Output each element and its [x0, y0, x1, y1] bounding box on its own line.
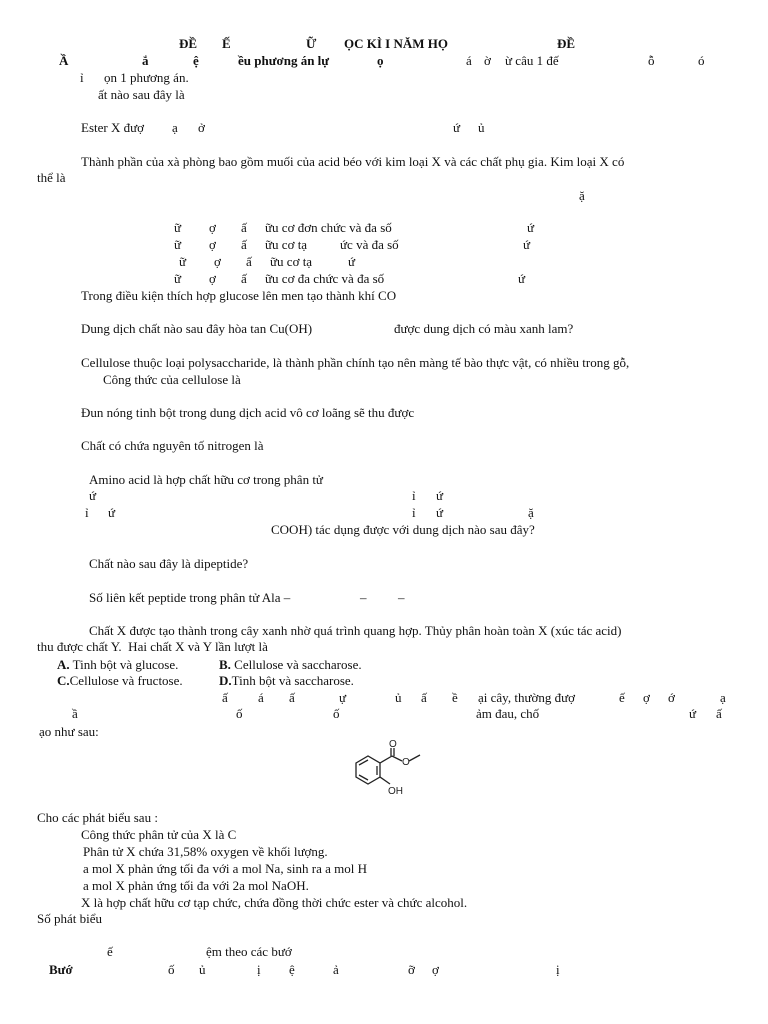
question-14-fragment: ạ [720, 690, 726, 705]
question-3-stem: thể là [37, 170, 66, 185]
question-14-fragment: ợ [643, 690, 650, 705]
instruction-fragment: ó [698, 53, 705, 68]
statement-3: a mol X phản ứng tối đa với a mol Na, sinh ra a mol H [83, 861, 367, 876]
question-4-option-fragment: ấ [241, 237, 247, 252]
question-14-fragment: ự [339, 690, 347, 705]
question-10-fragment: ứ [436, 505, 444, 520]
question-4-option-fragment: ợ [209, 271, 216, 286]
question-2-fragment: ở [198, 120, 205, 135]
question-15-fragment: ả [333, 962, 339, 977]
option-label: B. [219, 657, 231, 672]
instruction-fragment: Ầ [59, 53, 69, 68]
question-13-option-a [57, 657, 178, 672]
question-14-text: ại cây, thường đượ [478, 690, 576, 705]
question-4-option-text: ức và đa số [340, 237, 399, 252]
question-13-option-d [219, 673, 354, 688]
instruction-fragment: ọ [377, 53, 384, 68]
question-15-fragment: ỡ [408, 962, 415, 977]
question-11-stem: Chất nào sau đây là dipeptide? [89, 556, 249, 571]
question-3-fragment: ặ [579, 188, 585, 203]
question-10-fragment: ỉ [85, 505, 89, 520]
question-13-stem: thu được chất Y. Hai chất X và Y lần lượt là [37, 639, 268, 654]
question-9-stem: Chất có chứa nguyên tố nitrogen là [81, 438, 264, 453]
question-14-fragment: á [258, 690, 264, 705]
question-14-fragment: ớ [668, 690, 675, 705]
statements-intro: Cho các phát biểu sau : [37, 810, 158, 825]
instruction-text: ọn 1 phương án. [104, 70, 189, 85]
option-label: A. [57, 657, 70, 672]
question-14-text: ảm đau, chố [476, 706, 540, 721]
question-4-option-fragment: ợ [214, 254, 221, 269]
carbonyl-bond [380, 756, 392, 763]
question-4-option-fragment: ấ [241, 220, 247, 235]
question-4-option-fragment: ứ [348, 254, 356, 269]
question-10-fragment: ứ [436, 488, 444, 503]
question-4-option-fragment: ợ [209, 237, 216, 252]
question-15-fragment: ố [168, 962, 175, 977]
question-2-stem: Ester X đượ [81, 120, 145, 135]
question-14-fragment: ế [619, 690, 625, 705]
question-3-stem: Thành phần của xà phòng bao gồm muối của acid béo với kim loại X và các chất phụ gia. Kim loại X có [81, 154, 625, 169]
question-4-option-text: ữu cơ tạ [265, 237, 308, 252]
option-text: Cellulose và saccharose. [230, 657, 362, 672]
option-label: C. [57, 673, 70, 688]
question-12-fragment: – [398, 590, 405, 605]
question-14-fragment: ấ [716, 706, 722, 721]
question-10-fragment: ứ [89, 488, 97, 503]
question-14-fragment: ấ [289, 690, 295, 705]
statement-1: Công thức phân tử của X là C [81, 827, 237, 842]
question-15-step-label: Bướ [49, 962, 73, 977]
instruction-fragment: ỗ [648, 53, 655, 68]
question-13-stem: Chất X được tạo thành trong cây xanh nhờ quá trình quang hợp. Thủy phân hoàn toàn X (xúc tác acid) [89, 623, 622, 638]
instruction-fragment: ờ [484, 53, 491, 68]
question-4-option-fragment: ấ [246, 254, 252, 269]
question-4-option-text: ữu cơ tạ [270, 254, 313, 269]
question-6-stem: được dung dịch có màu xanh lam? [394, 321, 574, 336]
statement-5: X là hợp chất hữu cơ tạp chức, chứa đồng thời chức ester và chức alcohol. [81, 895, 468, 910]
question-4-option-fragment: ứ [518, 271, 526, 286]
question-14-fragment: ố [236, 706, 243, 721]
question-7-stem: Công thức của cellulose là [103, 372, 241, 387]
question-10-fragment: ỉ [412, 488, 416, 503]
question-10-fragment: ặ [528, 505, 534, 520]
exam-title-fragment: ĐỀ [179, 36, 198, 51]
question-14-fragment: ấ [421, 690, 427, 705]
question-14-fragment: ầ [72, 706, 78, 721]
question-10-stem: Amino acid là hợp chất hữu cơ trong phân tử [89, 472, 323, 487]
question-4-option-fragment: ữ [174, 220, 182, 235]
ester-oxygen-label: O [402, 757, 410, 768]
instruction-fragment: ệ [193, 53, 199, 68]
instruction-fragment: á [466, 53, 472, 68]
question-4-option-fragment: ấ [241, 271, 247, 286]
question-4-option-fragment: ữ [179, 254, 187, 269]
question-15-fragment: ị [556, 962, 560, 977]
exam-title-fragment: ĐỀ [557, 36, 576, 51]
question-4-option-fragment: ứ [523, 237, 531, 252]
instruction-text: ừ câu 1 đế [505, 53, 559, 68]
question-13-option-c [57, 673, 183, 688]
question-15-text: ệm theo các bướ [206, 944, 292, 959]
question-4-option-text: ữu cơ đa chức và đa số [265, 271, 385, 286]
statements-count-question: Số phát biểu [37, 911, 102, 926]
option-text: Tinh bột và glucose. [69, 657, 179, 672]
question-5-stem: Trong điều kiện thích hợp glucose lên men tạo thành khí CO [81, 288, 397, 303]
question-15-fragment: ợ [432, 962, 439, 977]
question-1-fragment: ất nào sau đây là [98, 87, 185, 102]
question-2-fragment: ạ [172, 120, 178, 135]
question-14-fragment: ủ [395, 690, 402, 705]
question-4-option-fragment: ợ [209, 220, 216, 235]
carbonyl-oxygen-label: O [389, 739, 397, 750]
question-14-fragment: ứ [689, 706, 697, 721]
question-15-fragment: ị [257, 962, 261, 977]
hydroxyl-label: OH [388, 786, 403, 797]
question-4-option-fragment: ữ [174, 237, 182, 252]
question-2-fragment: ủ [478, 120, 485, 135]
chemical-structure-diagram [338, 738, 426, 806]
question-12-fragment: – [360, 590, 367, 605]
instruction-text: ều phương án lự [238, 53, 330, 68]
question-10-stem: COOH) tác dụng được với dung dịch nào sau đây? [271, 522, 535, 537]
option-text: Cellulose và fructose. [69, 673, 183, 688]
question-14-fragment: ấ [222, 690, 228, 705]
question-10-fragment: ỉ [412, 505, 416, 520]
question-15-fragment: ệ [289, 962, 295, 977]
exam-title-fragment: ỌC KÌ I NĂM HỌ [344, 36, 448, 51]
question-4-option-fragment: ứ [527, 220, 535, 235]
option-text: Tinh bột và saccharose. [231, 673, 354, 688]
question-13-option-b [219, 657, 362, 672]
question-14-fragment: ề [452, 690, 458, 705]
question-2-fragment: ứ [453, 120, 461, 135]
statement-2: Phân tử X chứa 31,58% oxygen về khối lượng. [83, 844, 328, 859]
question-7-stem: Cellulose thuộc loại polysaccharide, là thành phần chính tạo nên màng tế bào thực vật, có nhiều trong gỗ, [81, 355, 630, 370]
exam-title-fragment: Ữ [306, 36, 317, 51]
question-4-option-fragment: ữ [174, 271, 182, 286]
question-10-fragment: ứ [108, 505, 116, 520]
question-14-fragment: ố [333, 706, 340, 721]
question-14-text: ạo như sau: [39, 724, 99, 739]
question-12-stem: Số liên kết peptide trong phân tử Ala – [89, 590, 291, 605]
question-6-stem: Dung dịch chất nào sau đây hòa tan Cu(OH) [81, 321, 313, 336]
option-label: D. [219, 673, 232, 688]
instruction-fragment: ắ [142, 53, 149, 68]
question-4-option-text: ữu cơ đơn chức và đa số [265, 220, 392, 235]
instruction-fragment: ỉ [80, 70, 84, 85]
question-15-fragment: ế [107, 944, 113, 959]
question-15-fragment: ủ [199, 962, 206, 977]
question-8-stem: Đun nóng tinh bột trong dung dịch acid vô cơ loãng sẽ thu được [81, 405, 415, 420]
exam-title-fragment: Ế [222, 36, 231, 51]
statement-4: a mol X phản ứng tối đa với 2a mol NaOH. [83, 878, 309, 893]
